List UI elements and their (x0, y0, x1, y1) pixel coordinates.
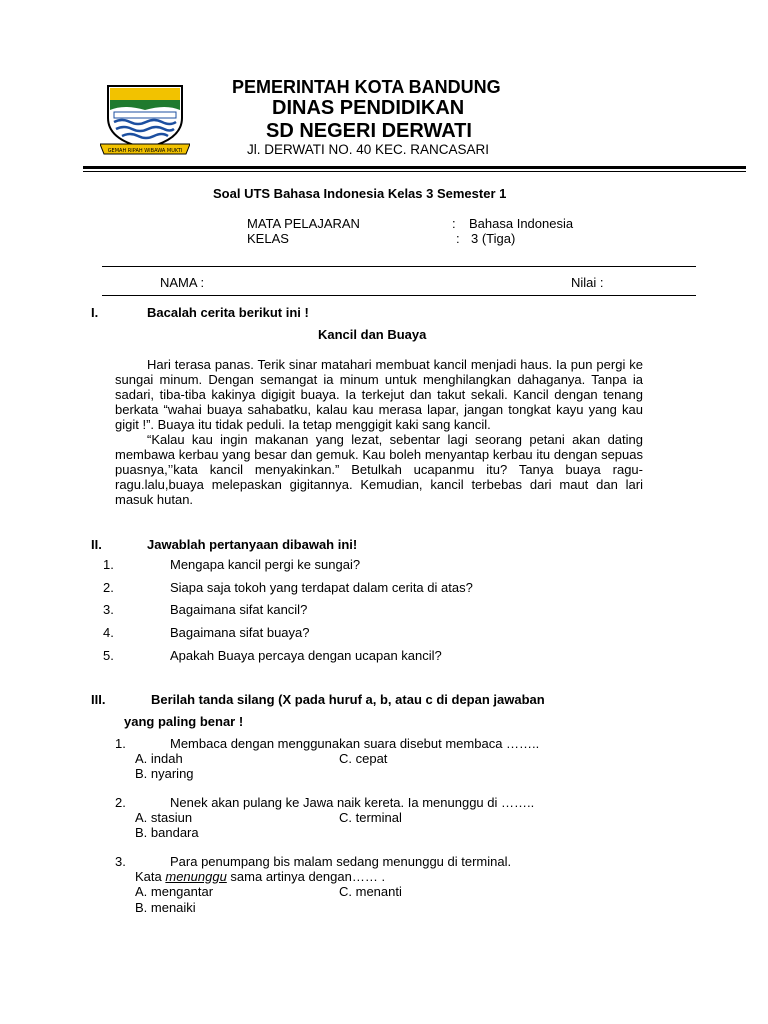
q2-4-text: Bagaimana sifat buaya? (170, 625, 310, 640)
q3-1-option-c: C. cepat (339, 751, 388, 766)
header-address: Jl. DERWATI NO. 40 KEC. RANCASARI (247, 142, 490, 157)
section1-instruction: Bacalah cerita berikut ini ! (147, 305, 309, 320)
class-value: 3 (Tiga) (471, 231, 516, 246)
q3-3-sub-prefix: Kata (135, 869, 166, 884)
class-label: KELAS (247, 231, 289, 246)
q2-5-text: Apakah Buaya percaya dengan ucapan kancil? (170, 648, 442, 663)
header-divider-thin (83, 171, 746, 172)
q2-4-number: 4. (103, 625, 114, 640)
story-paragraph-2: “Kalau kau ingin makanan yang lezat, sebentar lagi seorang petani akan dating membawa kerbau yang besar dan gemuk. Kau boleh menyantap kerbau itu dengan sepuas puasnya,’’kata kancil menyakinkan.” Betulkah ucapanmu itu? Tanya buaya ragu-ragu.lalu,buaya melepaskan gigitannya. Kemudian, kancil terbebas dari maut dan lari masuk hutan. (115, 432, 643, 507)
q3-1-number: 1. (115, 736, 126, 751)
q2-1-number: 1. (103, 557, 114, 572)
header-divider-thick (83, 166, 746, 169)
section3-instruction-line1: Berilah tanda silang (X pada huruf a, b, atau c di depan jawaban (151, 692, 545, 707)
bandung-city-seal-icon (100, 82, 190, 156)
q3-3-sub-word: menunggu (165, 869, 227, 884)
story-body (115, 357, 643, 507)
q2-5-number: 5. (103, 648, 114, 663)
logo-motto: GEMAH RIPAH WIBAWA MUKTI (107, 148, 183, 154)
q3-3-option-c: C. menanti (339, 884, 402, 899)
q3-2-number: 2. (115, 795, 126, 810)
header-line2: DINAS PENDIDIKAN (272, 97, 465, 119)
section2-instruction: Jawablah pertanyaan dibawah ini! (147, 537, 358, 552)
q3-3-subtext (135, 869, 385, 884)
q3-1-text: Membaca dengan menggunakan suara disebut membaca …….. (170, 736, 540, 751)
subject-sep: : (452, 216, 456, 231)
story-title: Kancil dan Buaya (318, 327, 427, 342)
q3-2-text: Nenek akan pulang ke Jawa naik kereta. Ia menunggu di …….. (170, 795, 535, 810)
q3-2-option-a: A. stasiun (135, 810, 193, 825)
section1-number: I. (91, 305, 99, 320)
section2-number: II. (91, 537, 102, 552)
q3-3-text: Para penumpang bis malam sedang menunggu di terminal. (170, 854, 512, 869)
name-line-bottom (102, 295, 696, 296)
q2-1-text: Mengapa kancil pergi ke sungai? (170, 557, 361, 572)
subject-label: MATA PELAJARAN (247, 216, 360, 231)
name-label: NAMA : (160, 275, 205, 290)
q3-3-option-a: A. mengantar (135, 884, 214, 899)
q2-3-number: 3. (103, 602, 114, 617)
header-line1: PEMERINTAH KOTA BANDUNG (232, 77, 501, 97)
story-paragraph-1: Hari terasa panas. Terik sinar matahari membuat kancil menjadi haus. Ia pun pergi ke sungai minum. Dengan semangat ia minum untuk menghilangkan dahaganya. Tanpa ia sadari, tiba-tiba kakinya digigit buaya. Ia terkejut dan takut sekali. Kancil dengan tenang berkata “wahai buaya sahabatku, kalau kau merasa lapar, jangan tongkat kayu yang kau gigit !”. Buaya itu tidak peduli. Ia tetap menggigit kaki sang kancil. (115, 357, 643, 432)
q3-1-option-b: B. nyaring (135, 766, 194, 781)
q2-2-number: 2. (103, 580, 114, 595)
header-line3: SD NEGERI DERWATI (266, 120, 472, 142)
section3-instruction-line2: yang paling benar ! (124, 714, 244, 729)
q3-2-option-b: B. bandara (135, 825, 199, 840)
q3-3-option-b: B. menaiki (135, 900, 196, 915)
name-line-top (102, 266, 696, 267)
section3-number: III. (91, 692, 106, 707)
score-label: Nilai : (571, 275, 604, 290)
q2-2-text: Siapa saja tokoh yang terdapat dalam cerita di atas? (170, 580, 473, 595)
class-sep: : (456, 231, 460, 246)
q3-3-sub-suffix: sama artinya dengan…… . (226, 869, 386, 884)
q3-3-number: 3. (115, 854, 126, 869)
q3-1-option-a: A. indah (135, 751, 183, 766)
subject-value: Bahasa Indonesia (469, 216, 574, 231)
q3-2-option-c: C. terminal (339, 810, 402, 825)
exam-title: Soal UTS Bahasa Indonesia Kelas 3 Semester 1 (213, 186, 507, 201)
q2-3-text: Bagaimana sifat kancil? (170, 602, 308, 617)
